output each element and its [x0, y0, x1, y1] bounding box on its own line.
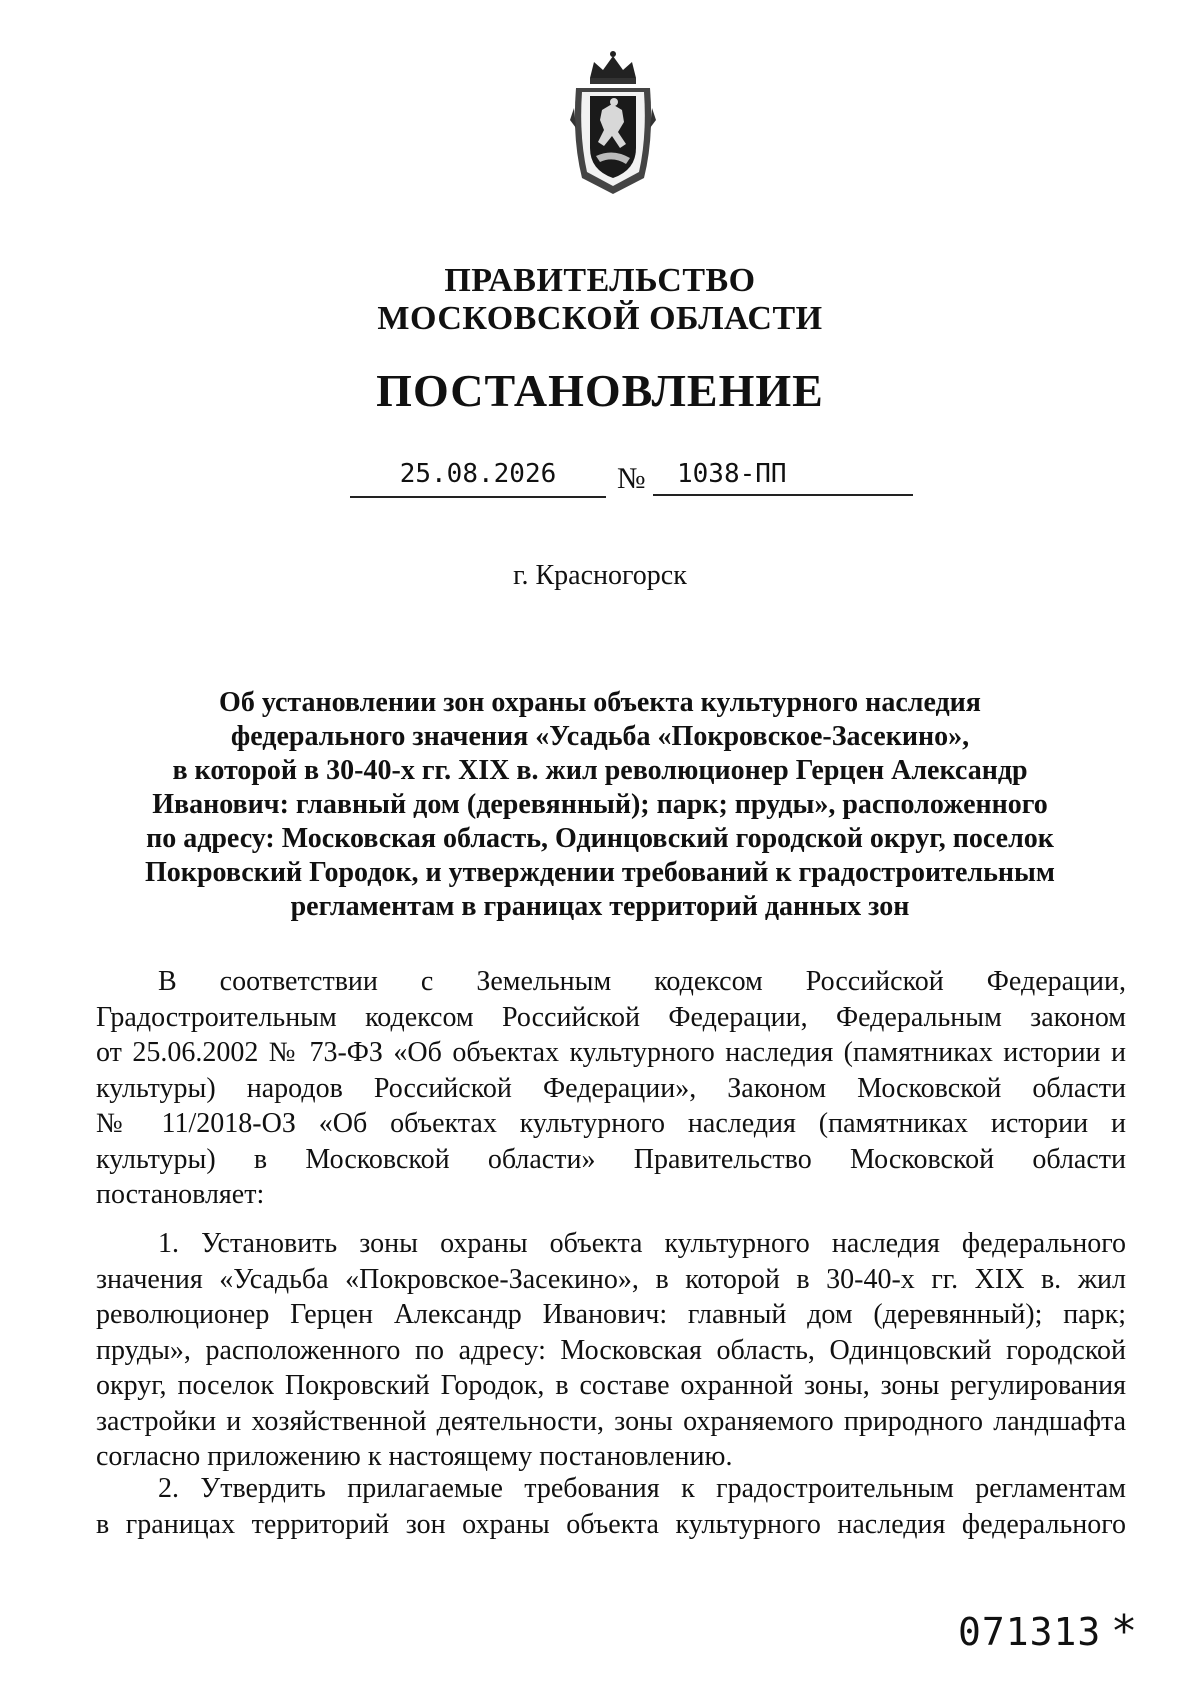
body-line: Градостроительным кодексом Российской Федерации, Федеральным законом [96, 1001, 1126, 1033]
registration-line [0, 456, 1200, 506]
document-date: 25.08.2026 [350, 456, 606, 498]
body-line: застройки и хозяйственной деятельности, зоны охраняемого природного ландшафта [96, 1405, 1126, 1437]
body-line: значения «Усадьба «Покровское-Засекино», в которой в 30-40-х гг. XIX в. жил [96, 1263, 1126, 1295]
title-line: регламентам в границах территорий данных зон [290, 891, 910, 922]
asterisk-mark: * [1113, 1606, 1135, 1657]
body-line: В соответствии с Земельным кодексом Российской Федерации, [158, 966, 1126, 997]
title-line: Об установлении зон охраны объекта культурного наследия [219, 687, 981, 718]
body-line: округ, поселок Покровский Городок, в составе охранной зоны, зоны регулирования [96, 1370, 1126, 1401]
body-line: революционер Герцен Александр Иванович: главный дом (деревянный); парк; [96, 1299, 1126, 1330]
body-line: № 11/2018-ОЗ «Об объектах культурного наследия (памятниках истории и [96, 1108, 1126, 1139]
number-sign: № [617, 462, 646, 495]
body-line: согласно приложению к настоящему постановлению. [96, 1441, 733, 1472]
clause-2-paragraph [96, 1471, 1126, 1542]
resolution-title [120, 686, 1080, 924]
title-line: федерального значения «Усадьба «Покровское-Засекино», [230, 721, 970, 752]
preamble-paragraph [96, 964, 1126, 1213]
title-line: по адресу: Московская область, Одинцовский городской округ, поселок [146, 823, 1054, 854]
city-name: г. Красногорск [513, 560, 687, 591]
document-serial-code: 071313 [958, 1610, 1102, 1654]
coat-of-arms-emblem [568, 48, 658, 198]
government-name-line1: ПРАВИТЕЛЬСТВО [444, 262, 756, 299]
body-line: постановляет: [96, 1179, 265, 1210]
body-line: культуры) в Московской области» Правительство Московской области [96, 1143, 1126, 1175]
title-line: в которой в 30-40-х гг. XIX в. жил революционер Герцен Александр [172, 755, 1028, 786]
title-line: Покровский Городок, и утверждении требований к градостроительным [145, 857, 1055, 888]
body-line: 2. Утвердить прилагаемые требования к градостроительным регламентам [158, 1473, 1126, 1504]
body-line: пруды», расположенного по адресу: Московская область, Одинцовский городской [96, 1334, 1126, 1366]
body-line: культуры) народов Российской Федерации», Законом Московской области [96, 1072, 1126, 1104]
body-line: в границах территорий зон охраны объекта культурного наследия федерального [96, 1508, 1126, 1540]
document-type-title: ПОСТАНОВЛЕНИЕ [376, 365, 824, 416]
body-line: от 25.06.2002 № 73-ФЗ «Об объектах культурного наследия (памятниках истории и [96, 1037, 1126, 1068]
clause-1-paragraph [96, 1226, 1126, 1475]
body-line: 1. Установить зоны охраны объекта культурного наследия федерального [158, 1228, 1126, 1259]
government-name-line2: МОСКОВСКОЙ ОБЛАСТИ [377, 300, 823, 337]
title-line: Иванович: главный дом (деревянный); парк; пруды», расположенного [152, 789, 1048, 820]
document-number: 1038-ПП [653, 456, 913, 496]
